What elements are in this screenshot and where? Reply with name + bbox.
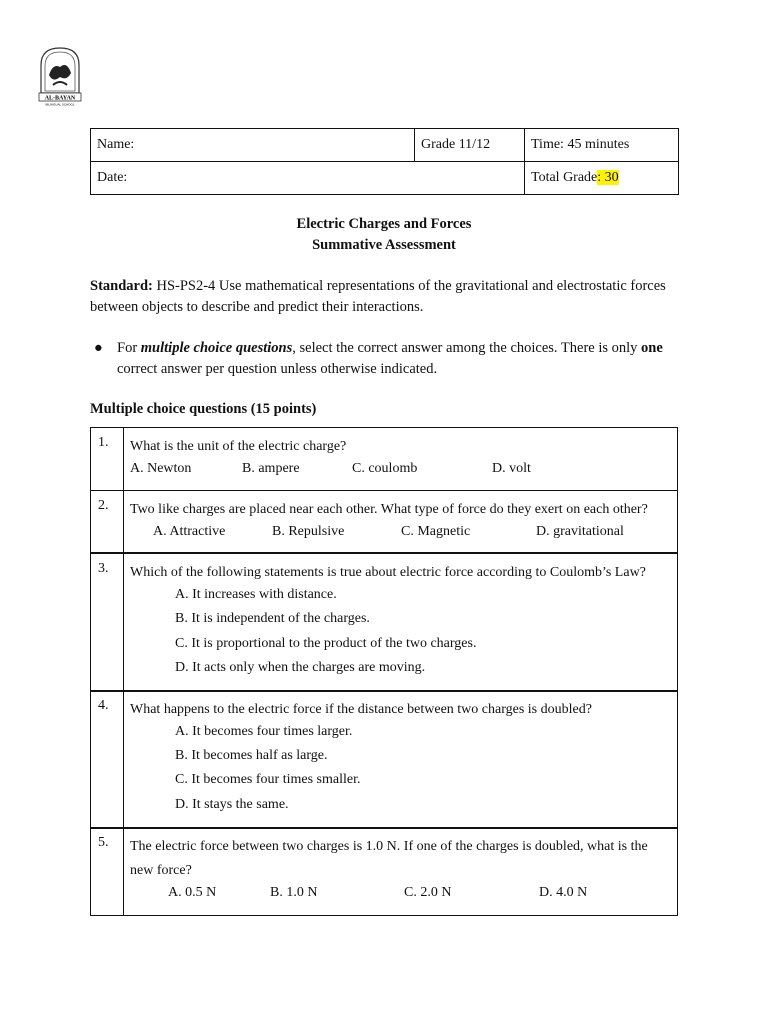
option-b[interactable]: B. ampere (242, 461, 300, 476)
logo-subtext: BILINGUAL SCHOOL (45, 102, 75, 107)
option-b[interactable]: B. It is independent of the charges. (175, 611, 370, 626)
document-subtitle: Summative Assessment (312, 237, 456, 253)
option-a[interactable]: A. It becomes four times larger. (175, 724, 353, 739)
grade-cell: Grade 11/12 (415, 129, 525, 162)
option-d[interactable]: D. volt (492, 461, 531, 476)
option-a[interactable]: A. It increases with distance. (175, 587, 337, 602)
question-number: 5. (98, 835, 109, 850)
question-5 (90, 827, 678, 916)
option-d[interactable]: D. It stays the same. (175, 797, 289, 812)
question-number: 3. (98, 561, 109, 576)
time-cell: Time: 45 minutes (525, 129, 679, 162)
question-1 (90, 427, 678, 491)
logo-text: AL-BAYAN (44, 95, 76, 102)
option-d[interactable]: D. gravitational (536, 524, 624, 539)
option-a[interactable]: A. Newton (130, 461, 192, 476)
option-c[interactable]: C. 2.0 N (404, 885, 452, 900)
standard-text: HS-PS2-4 Use mathematical representations of the gravitational and electrostatic forces between objects to describe and predict their interactions. (90, 278, 666, 315)
question-number: 1. (98, 435, 109, 450)
standard-label: Standard: (90, 278, 153, 294)
document-title: Electric Charges and Forces (296, 216, 472, 232)
question-2 (90, 490, 678, 554)
question-number: 2. (98, 498, 109, 513)
date-field[interactable]: Date: (91, 162, 525, 195)
total-grade-value: : 30 (597, 170, 619, 185)
question-text: What is the unit of the electric charge? (130, 439, 347, 454)
option-d[interactable]: D. It acts only when the charges are moving. (175, 660, 426, 675)
bullet-icon: ● (94, 340, 103, 356)
standard-paragraph (90, 276, 680, 318)
student-info-table (90, 128, 679, 195)
option-a[interactable]: A. 0.5 N (168, 885, 217, 900)
question-4 (90, 690, 678, 829)
question-text: What happens to the electric force if the distance between two charges is doubled? (130, 702, 592, 717)
option-b[interactable]: B. It becomes half as large. (175, 748, 328, 763)
option-b[interactable]: B. Repulsive (272, 524, 345, 539)
question-text: The electric force between two charges is 1.0 N. If one of the charges is doubled, what is the new force? (130, 839, 648, 878)
option-b[interactable]: B. 1.0 N (270, 885, 318, 900)
name-field[interactable]: Name: (91, 129, 415, 162)
option-c[interactable]: C. Magnetic (401, 524, 471, 539)
option-d[interactable]: D. 4.0 N (539, 885, 588, 900)
question-3 (90, 553, 678, 692)
option-a[interactable]: A. Attractive (153, 524, 226, 539)
mcq-heading: Multiple choice questions (15 points) (90, 401, 317, 417)
question-number: 4. (98, 698, 109, 713)
total-grade-cell: Total Grade: 30 (525, 162, 679, 195)
question-text: Which of the following statements is true about electric force according to Coulomb’s Law? (130, 565, 646, 580)
option-c[interactable]: C. coulomb (352, 461, 418, 476)
option-c[interactable]: C. It becomes four times smaller. (175, 772, 361, 787)
question-text: Two like charges are placed near each other. What type of force do they exert on each other? (130, 502, 648, 517)
school-logo (37, 45, 83, 107)
option-c[interactable]: C. It is proportional to the product of the two charges. (175, 636, 477, 651)
